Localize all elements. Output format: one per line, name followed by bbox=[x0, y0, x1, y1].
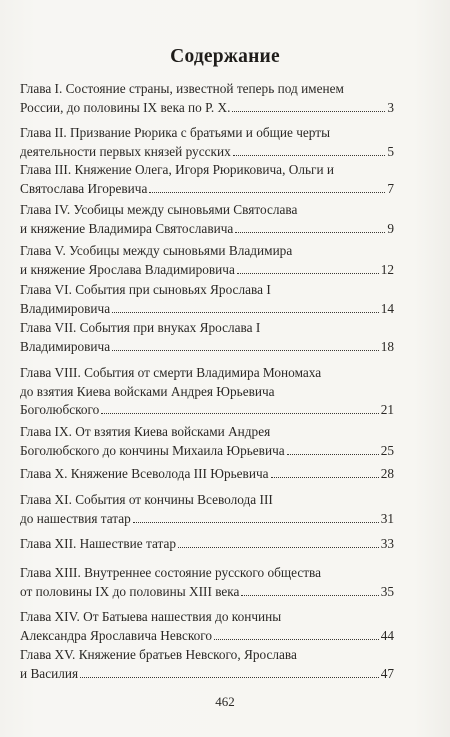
toc-page-number: 25 bbox=[380, 442, 394, 458]
toc-entry-text: Глава IX. От взятия Киева войсками Андрея bbox=[20, 424, 271, 439]
toc-entry-text: и Василия bbox=[20, 665, 79, 681]
toc-entry-text: Глава VII. События при внуках Ярослава I bbox=[20, 320, 261, 335]
toc-entry-text: Глава I. Состояние страны, известной теперь под именем bbox=[20, 81, 344, 96]
toc-page-number: 9 bbox=[387, 220, 394, 236]
page-number: 462 bbox=[215, 694, 235, 709]
dot-leader bbox=[233, 155, 386, 156]
toc-entry-text: Святослава Игоревича bbox=[20, 180, 148, 196]
toc-entry-text: до взятия Киева войсками Андрея Юрьевича bbox=[20, 383, 275, 399]
toc-entry-text: и княжение Ярослава Владимировича bbox=[20, 261, 235, 277]
toc-entry-text: Глава VIII. События от смерти Владимира Мономаха bbox=[20, 365, 322, 380]
toc-entry bbox=[20, 423, 394, 460]
dot-leader bbox=[112, 350, 379, 351]
dot-leader bbox=[241, 595, 378, 596]
toc-entry-text: Глава III. Княжение Олега, Игоря Рюриковича, Ольги и bbox=[20, 162, 335, 177]
toc-page-number: 14 bbox=[380, 300, 394, 316]
toc-entry-text: Глава II. Призвание Рюрика с братьями и общие черты bbox=[20, 125, 331, 140]
toc-entry bbox=[20, 124, 394, 161]
toc-entry-text: Глава X. Княжение Всеволода III Юрьевича bbox=[20, 466, 269, 481]
toc-entry-text: Глава XII. Нашествие татар bbox=[20, 536, 177, 551]
dot-leader bbox=[287, 454, 379, 455]
toc-entry-text: до нашествия татар bbox=[20, 510, 131, 526]
toc-entry bbox=[20, 535, 394, 554]
dot-leader bbox=[149, 192, 385, 193]
toc-entry bbox=[20, 364, 394, 420]
dot-leader bbox=[232, 111, 385, 112]
dot-leader bbox=[235, 232, 385, 233]
toc-entry-text: Глава IV. Усобицы между сыновьями Святослава bbox=[20, 202, 298, 217]
toc-page-number: 12 bbox=[380, 261, 394, 277]
toc-entry bbox=[20, 646, 394, 683]
toc-entry bbox=[20, 201, 394, 238]
toc-page-number: 35 bbox=[380, 583, 394, 599]
toc-entry bbox=[20, 491, 394, 528]
toc-page-number: 5 bbox=[387, 143, 394, 159]
dot-leader bbox=[271, 477, 379, 478]
toc-page-number: 31 bbox=[380, 510, 394, 526]
toc-entry-text: Александра Ярославича Невского bbox=[20, 627, 213, 643]
toc-page-number: 47 bbox=[380, 665, 394, 681]
toc-entry-text: Владимировича bbox=[20, 300, 111, 316]
toc-entry bbox=[20, 465, 394, 484]
toc-page-number: 33 bbox=[380, 536, 394, 551]
toc-entry-text: Глава V. Усобицы между сыновьями Владимира bbox=[20, 243, 293, 258]
page-title: Содержание bbox=[170, 46, 280, 67]
toc-page-number: 28 bbox=[380, 466, 394, 481]
toc-entry-text: от половины IX до половины XIII века bbox=[20, 583, 240, 599]
toc-page-number: 44 bbox=[380, 627, 394, 643]
dot-leader bbox=[237, 273, 379, 274]
toc-page-number: 3 bbox=[387, 99, 394, 115]
toc-entry-text: России, до половины IX века по Р. Х. bbox=[20, 99, 231, 115]
toc-entry bbox=[20, 242, 394, 279]
toc-page-number: 18 bbox=[380, 338, 394, 354]
toc-entry-text: Боголюбского bbox=[20, 402, 100, 417]
toc-entry-text: Боголюбского до кончины Михаила Юрьевича bbox=[20, 442, 285, 458]
toc-entry bbox=[20, 319, 394, 356]
toc-entry bbox=[20, 80, 394, 117]
toc-page-number: 7 bbox=[387, 180, 394, 196]
toc-entry-text: Глава XIII. Внутреннее состояние русского общества bbox=[20, 565, 322, 580]
dot-leader bbox=[133, 522, 379, 523]
toc-page-number: 21 bbox=[380, 402, 394, 417]
toc-entry-text: Глава XV. Княжение братьев Невского, Ярослава bbox=[20, 647, 297, 662]
toc-entry bbox=[20, 608, 394, 645]
toc-entry-text: Глава XIV. От Батыева нашествия до кончины bbox=[20, 609, 282, 624]
toc-entry bbox=[20, 161, 394, 198]
toc-entry-text: Глава VI. События при сыновьях Ярослава I bbox=[20, 282, 271, 297]
toc-entry-text: и княжение Владимира Святославича bbox=[20, 220, 234, 236]
toc-entry-text: Владимировича bbox=[20, 338, 111, 354]
dot-leader bbox=[178, 547, 379, 548]
toc-entry bbox=[20, 281, 394, 318]
dot-leader bbox=[214, 639, 379, 640]
dot-leader bbox=[80, 677, 379, 678]
toc-entry-text: деятельности первых князей русских bbox=[20, 143, 231, 159]
toc-entry-text: Глава XI. События от кончины Всеволода III bbox=[20, 492, 273, 507]
toc-entry bbox=[20, 564, 394, 601]
dot-leader bbox=[101, 413, 378, 414]
dot-leader bbox=[112, 312, 379, 313]
